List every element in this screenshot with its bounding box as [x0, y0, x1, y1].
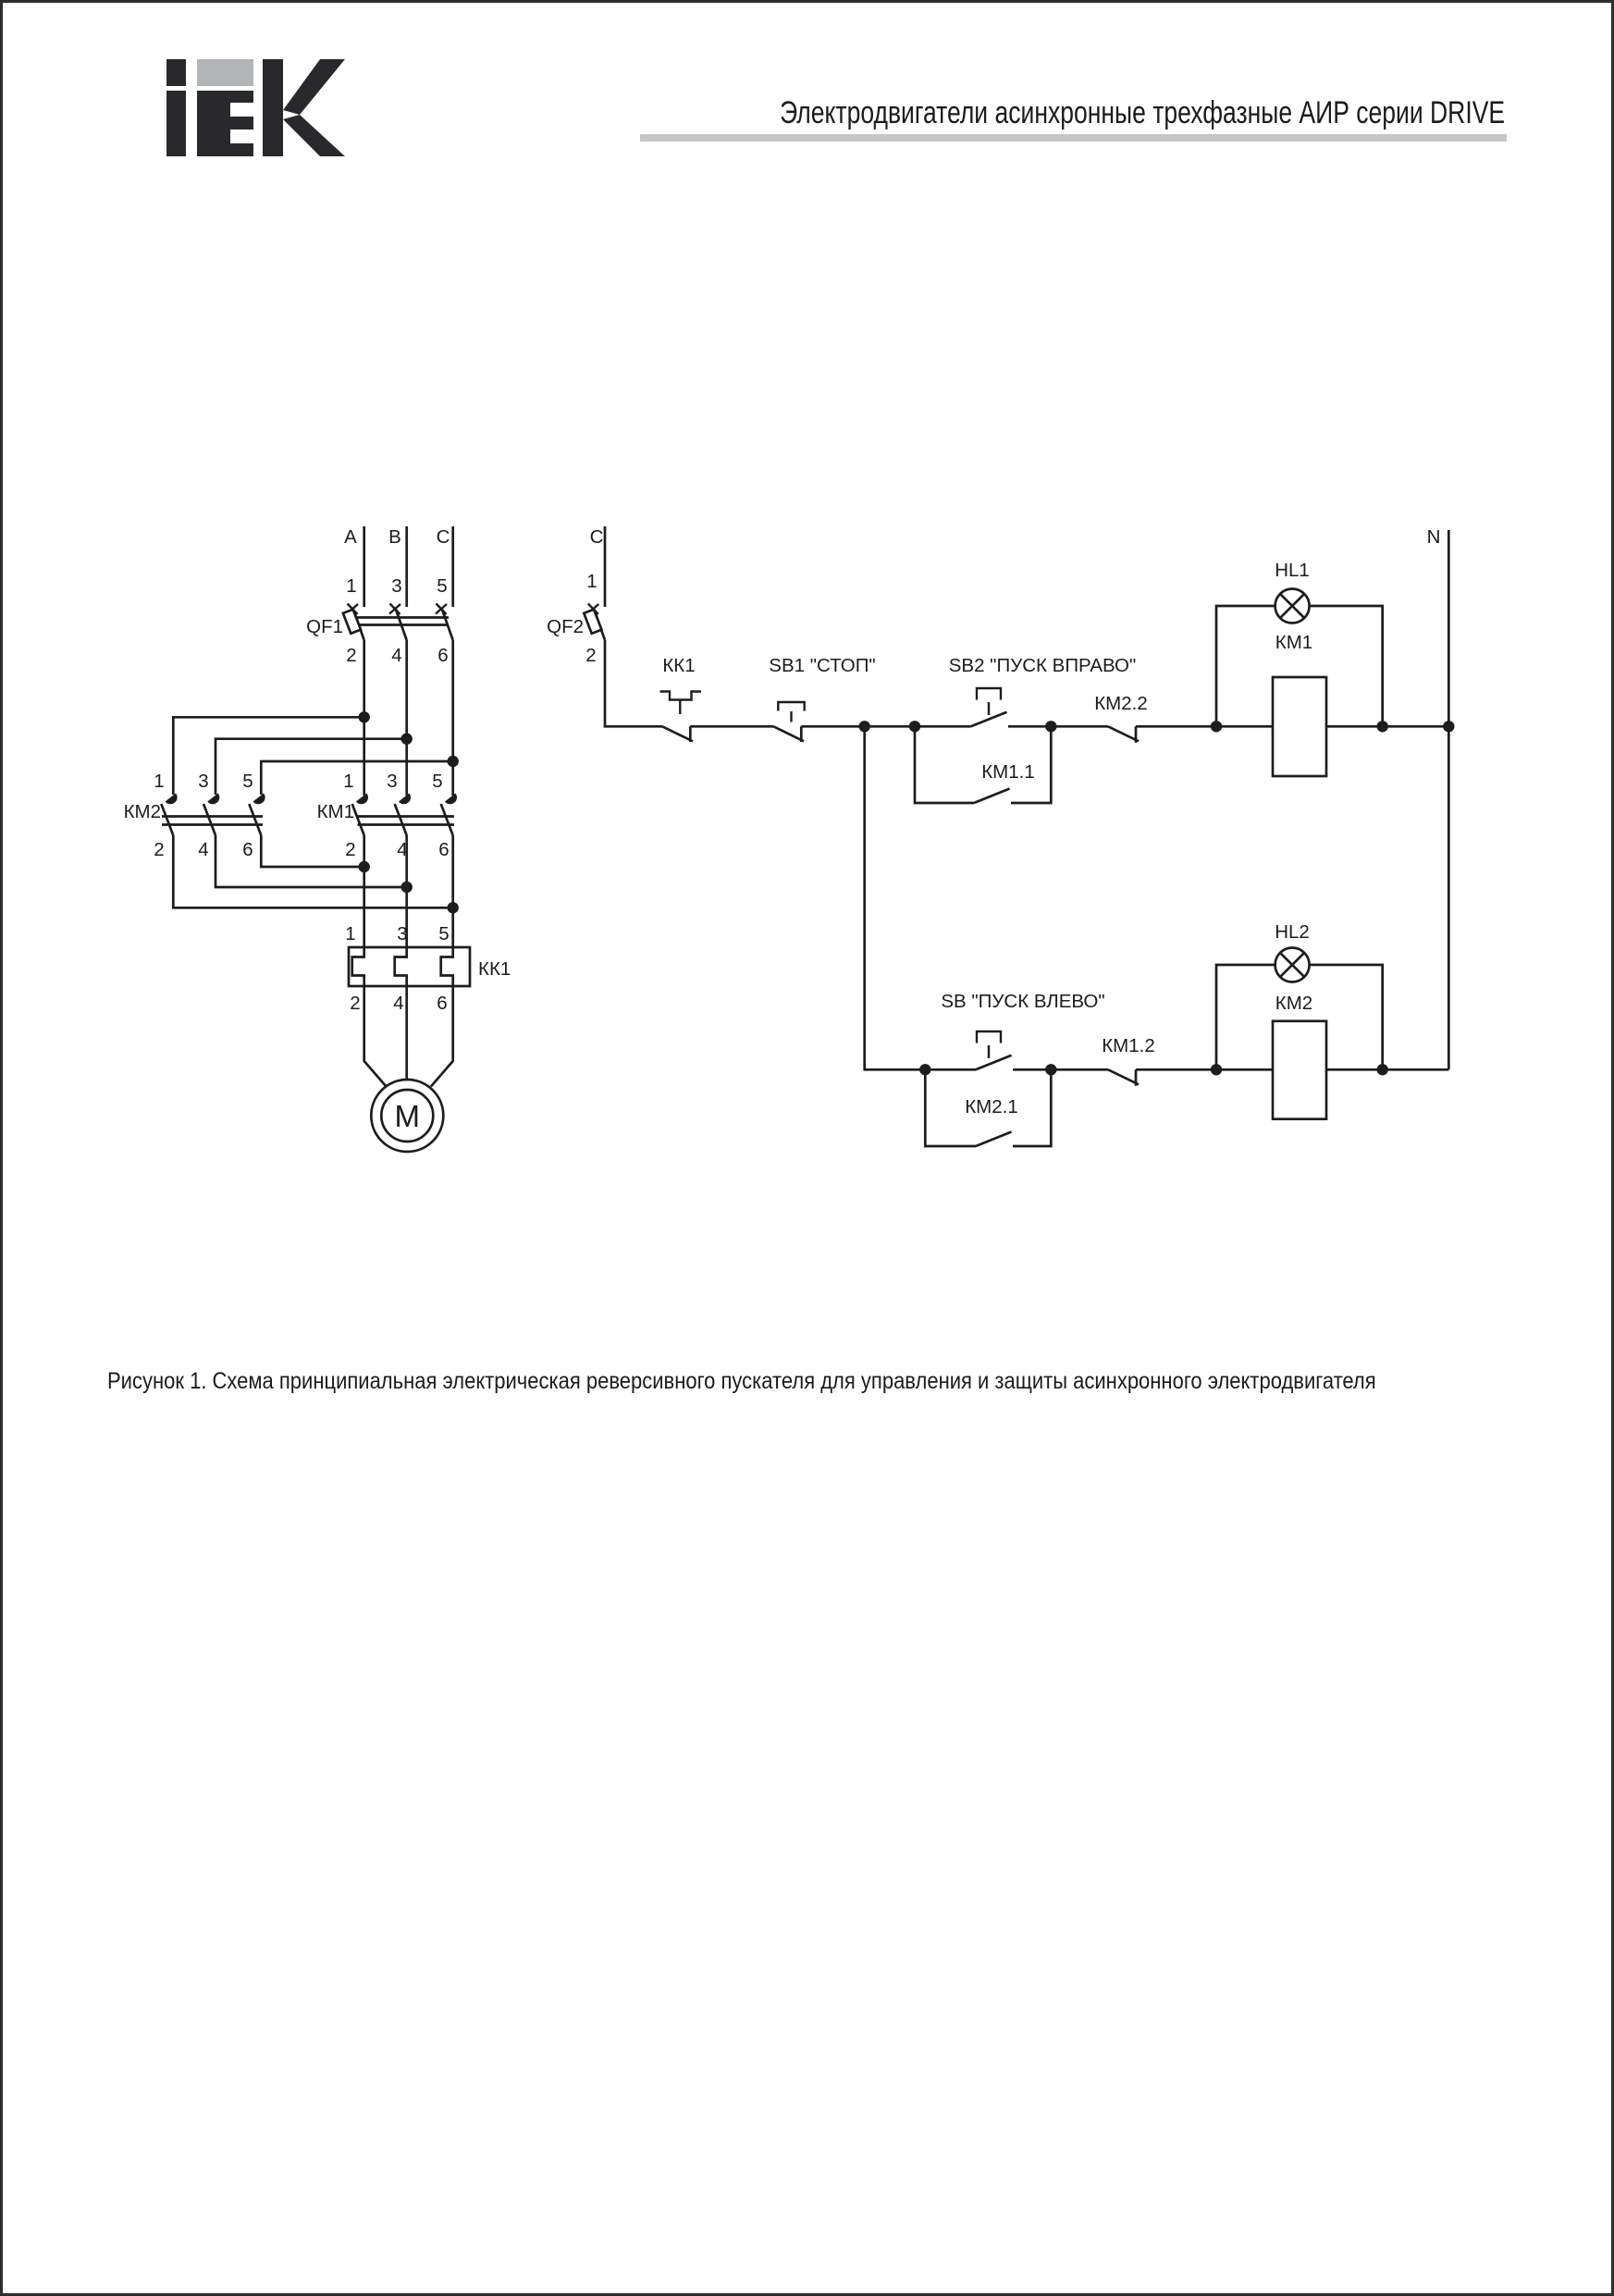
label-km1-coil: КМ1: [1275, 632, 1313, 653]
rung-drop-wire: [865, 726, 976, 1069]
label-terminal: 3: [397, 923, 408, 944]
label-km2-coil: КМ2: [1275, 993, 1313, 1014]
label-hl1: HL1: [1275, 560, 1310, 581]
label-terminal: 3: [387, 771, 398, 792]
qf2-release-box: [584, 610, 601, 634]
km1-linkage-bars: [358, 817, 455, 825]
control-circuit: [584, 526, 1454, 1146]
label-terminal: 2: [350, 993, 361, 1014]
qf2-breaker-icon: [584, 526, 662, 726]
label-terminal: 1: [345, 923, 356, 944]
km2-terminal-bumps: [166, 794, 268, 808]
label-terminal: 2: [346, 645, 357, 666]
km1-coil-icon: [1273, 677, 1326, 776]
qf1-breaker-icon: [343, 604, 453, 796]
label-km2-1: КМ2.1: [965, 1096, 1018, 1117]
label-terminal: 6: [437, 645, 449, 666]
label-sb-start-left: SB "ПУСК ВЛЕВО": [941, 991, 1105, 1012]
label-terminal: 6: [437, 993, 448, 1014]
label-terminal: 5: [438, 923, 450, 944]
label-terminal: 1: [586, 571, 598, 592]
label-phase-b: B: [388, 526, 401, 548]
label-km1: КМ1: [316, 801, 354, 822]
label-sb2-start-right: SB2 "ПУСК ВПРАВО": [948, 655, 1137, 676]
km2-2-nc-contact-icon: [1108, 726, 1273, 743]
label-terminal: 4: [393, 993, 404, 1014]
label-terminal: 4: [397, 839, 408, 860]
label-terminal: 3: [391, 575, 402, 597]
label-kk1-control: КК1: [662, 655, 696, 676]
label-km2: КМ2: [123, 801, 161, 822]
label-phase-c: C: [436, 526, 450, 548]
label-terminal: 3: [198, 771, 209, 792]
control-junction-dots: [859, 721, 1455, 1075]
crossover-feeders: [173, 717, 452, 795]
sb1-stop-button-icon: [773, 702, 970, 742]
km1-2-nc-contact-icon: [1108, 1069, 1273, 1086]
label-terminal: 2: [585, 645, 597, 666]
label-terminal: 1: [154, 771, 165, 792]
label-terminal: 6: [438, 839, 450, 860]
kk1-thermal-relay-icon: [349, 947, 470, 986]
label-terminal: 4: [391, 645, 402, 666]
label-terminal: 1: [343, 771, 354, 792]
diagram-labels: [124, 526, 1441, 1133]
label-km2-2: КМ2.2: [1094, 693, 1148, 714]
reversing-starter-schematic: [3, 3, 1614, 2296]
label-terminal: 5: [242, 771, 253, 792]
sb2-start-right-button-icon: [971, 688, 1108, 726]
label-control-phase-c: C: [589, 526, 604, 548]
label-terminal: 4: [198, 839, 209, 860]
figure-caption: Рисунок 1. Схема принципиальная электрическая реверсивного пускателя для управления и защиты асинхронного электродвигателя: [107, 1368, 1376, 1394]
label-terminal: 2: [154, 839, 165, 860]
label-terminal: 1: [346, 575, 357, 597]
sb-start-left-button-icon: [976, 1031, 1108, 1069]
label-terminal: 5: [437, 575, 448, 597]
label-terminal: 5: [432, 771, 443, 792]
label-neutral: N: [1426, 526, 1441, 548]
qf1-release-box: [343, 610, 361, 634]
km2-linkage-bars: [162, 817, 263, 825]
label-km1-1: КМ1.1: [981, 761, 1035, 783]
label-terminal: 2: [345, 839, 356, 860]
label-qf1: QF1: [306, 616, 343, 637]
km1-terminal-bumps: [356, 794, 460, 808]
kk1-nc-contact-icon: [660, 692, 774, 743]
km2-coil-icon: [1273, 1021, 1326, 1119]
label-sb1-stop: SB1 "СТОП": [769, 655, 876, 676]
label-phase-a: A: [344, 526, 357, 548]
label-terminal: 6: [242, 839, 253, 860]
label-kk1-power: КК1: [478, 958, 511, 980]
label-hl2: HL2: [1275, 921, 1310, 943]
label-motor: М: [394, 1099, 421, 1133]
label-km1-2: КМ1.2: [1102, 1035, 1155, 1056]
label-qf2: QF2: [547, 616, 584, 637]
page-title: Электродвигатели асинхронные трехфазные АИР серии DRIVE: [780, 95, 1505, 130]
